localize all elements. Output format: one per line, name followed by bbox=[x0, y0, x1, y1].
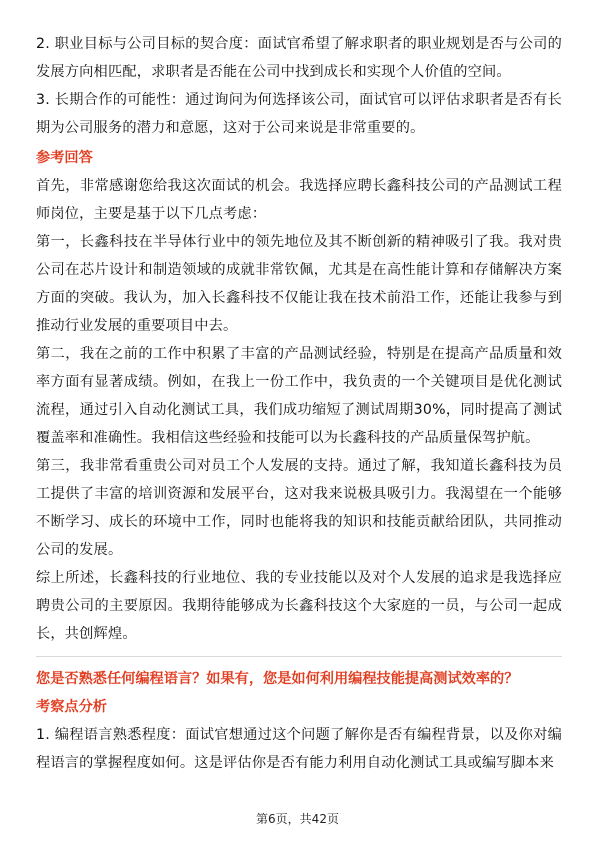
page-number: 第6页，共42页 bbox=[256, 812, 339, 826]
criterion-item-3: 3. 长期合作的可能性：通过询问为何选择该公司，面试官可以评估求职者是否有长期为公司服务的潜力和意愿，这对于公司来说是非常重要的。 bbox=[36, 92, 562, 136]
answer-paragraph-2: 第一，长鑫科技在半导体行业中的领先地位及其不断创新的精神吸引了我。我对贵公司在芯片设计和制造领域的成就非常钦佩，尤其是在高性能计算和存储解决方案方面的突破。我认为，加入长鑫科技不仅能让我在技术前沿工作，还能让我参与到推动行业发展的重要项目中去。 bbox=[36, 234, 562, 334]
analysis-heading: 考察点分析 bbox=[36, 699, 107, 715]
answer-paragraph-4: 第三，我非常看重贵公司对员工个人发展的支持。通过了解，我知道长鑫科技为员工提供了丰富的培训资源和发展平台，这对我来说极具吸引力。我渴望在一个能够不断学习、成长的环境中工作，同时也能将我的知识和技能贡献给团队，共同推动公司的发展。 bbox=[36, 458, 562, 558]
answer-paragraph-1: 首先，非常感谢您给我这次面试的机会。我选择应聘长鑫科技公司的产品测试工程师岗位，主要是基于以下几点考虑： bbox=[36, 178, 562, 222]
section-divider bbox=[36, 656, 562, 657]
question-title: 您是否熟悉任何编程语言？如果有，您是如何利用编程技能提高测试效率的？ bbox=[36, 671, 519, 687]
document-page bbox=[36, 30, 562, 777]
criterion-item-2: 2. 职业目标与公司目标的契合度：面试官希望了解求职者的职业规划是否与公司的发展方向相匹配，求职者是否能在公司中找到成长和实现个人价值的空间。 bbox=[36, 36, 562, 80]
answer-paragraph-3: 第二，我在之前的工作中积累了丰富的产品测试经验，特别是在提高产品质量和效率方面有显著成绩。例如，在我上一份工作中，我负责的一个关键项目是优化测试流程，通过引入自动化测试工具，我们成功缩短了测试周期30%，同时提高了测试覆盖率和准确性。我相信这些经验和技能可以为长鑫科技的产品质量保驾护航。 bbox=[36, 346, 562, 446]
analysis-item-1: 1. 编程语言熟悉程度：面试官想通过这个问题了解你是否有编程背景，以及你对编程语言的掌握程度如何。这是评估你是否有能力利用自动化测试工具或编写脚本来 bbox=[36, 727, 562, 771]
answer-paragraph-5: 综上所述，长鑫科技的行业地位、我的专业技能以及对个人发展的追求是我选择应聘贵公司的主要原因。我期待能够成为长鑫科技这个大家庭的一员，与公司一起成长，共创辉煌。 bbox=[36, 570, 562, 642]
answer-heading: 参考回答 bbox=[36, 150, 93, 166]
